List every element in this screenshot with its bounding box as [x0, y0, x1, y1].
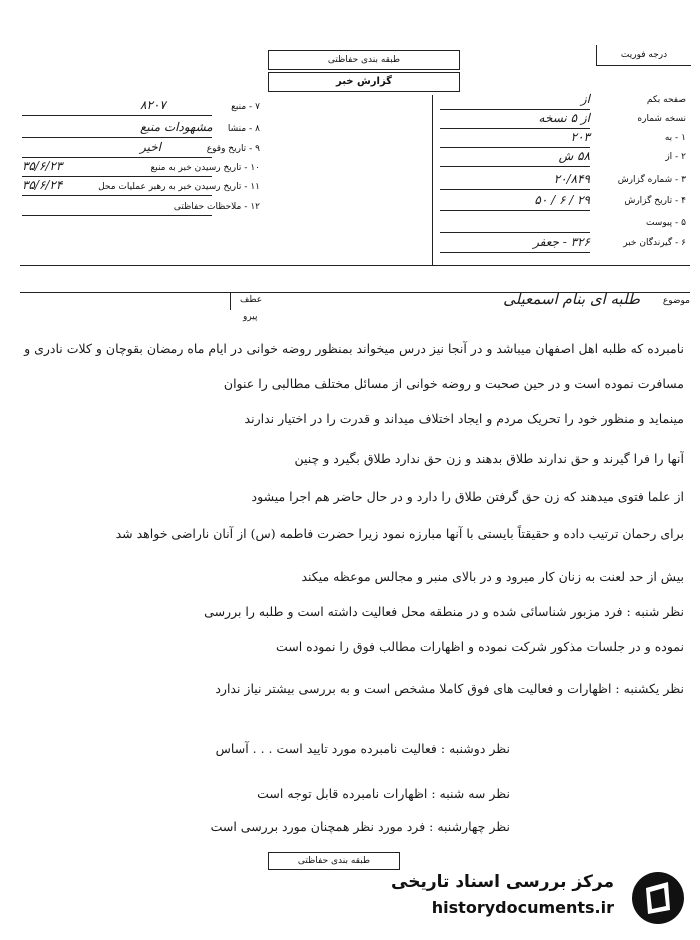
- left-field-value: اخیر: [140, 140, 161, 154]
- divider-horizontal: [20, 265, 690, 266]
- body-line: آنها را فرا گیرند و حق ندارند طلاق بدهند و زن حق ندارد طلاق بگیرد و چنین: [294, 451, 684, 466]
- right-field-label: ۳ - شماره گزارش: [617, 175, 686, 185]
- field-underline: [22, 215, 212, 216]
- subject-label: موضوع: [662, 296, 690, 306]
- body-line: برای رحمان ترتیب داده و حقیقتاً بایستی با آنها مبارزه نمود زیرا حضرت فاطمه (س) از آنان ناراضی خواهد شد: [115, 526, 684, 541]
- right-field-value: ۳۲۶ - جعفر: [533, 235, 590, 249]
- right-field-value: ۵۸ ش: [558, 149, 590, 163]
- field-underline: [22, 115, 212, 116]
- body-line: نظر چهارشنبه : فرد مورد نظر همچنان مورد بررسی است: [210, 819, 510, 834]
- field-underline: [440, 109, 590, 110]
- left-field-label: ۱۱ - تاریخ رسیدن خبر به رهبر عملیات محل: [98, 182, 260, 192]
- right-field-value: از ۵ نسخه: [538, 111, 590, 125]
- right-field-label: صفحه بکم: [646, 95, 686, 105]
- field-underline: [22, 157, 212, 158]
- subject-value: طلبه ای بنام اسمعیلی: [503, 290, 640, 308]
- right-field-value: ۲۰۳: [570, 130, 590, 144]
- body-line: از علما فتوی میدهند که زن حق گرفتن طلاق را دارد و در حال حاضر هم اجرا میشود: [251, 489, 684, 504]
- logo-name: مرکز بررسی اسناد تاریخی: [391, 872, 614, 892]
- right-field-label: ۱ - به: [664, 133, 686, 143]
- right-field-label: ۴ - تاریخ گزارش: [624, 196, 686, 206]
- body-line: نظر دوشنبه : فعالیت نامبرده مورد تایید است . . . آساس: [215, 741, 510, 756]
- left-field-label: ۱۲ - ملاحظات حفاظتی: [173, 202, 260, 212]
- ref-sub-label: پیرو: [243, 312, 258, 322]
- priority-label: درجه فوریت: [596, 45, 691, 66]
- field-underline: [22, 137, 212, 138]
- right-field-label: ۶ - گیرندگان خبر: [623, 238, 686, 248]
- classification-footer: طبقه بندی حفاظتی: [268, 852, 400, 870]
- body-line: نظر یکشنبه : اظهارات و فعالیت های فوق کاملا مشخص است و به بررسی بیشتر نیاز ندارد: [215, 681, 684, 696]
- report-title: گزارش خبر: [268, 72, 460, 92]
- field-underline: [440, 166, 590, 167]
- right-field-value: ۲۰/۸۴۹: [553, 172, 590, 186]
- left-field-label: ۷ - منبع: [231, 102, 260, 112]
- body-line: نامبرده که طلبه اهل اصفهان میباشد و در آنجا نیز درس میخواند بمنظور روضه خوانی در ایام ماه رمضان بقوچان و کلات نادری و: [24, 341, 684, 356]
- right-field-label: نسخه شماره: [637, 114, 686, 124]
- ref-divider: [230, 292, 231, 310]
- body-line: نموده و در جلسات مذکور شرکت نموده و اظهارات مطالب فوق را نموده است: [275, 639, 684, 654]
- classification-header: [268, 50, 460, 70]
- left-field-label: ۸ - منشا: [227, 124, 260, 134]
- left-field-label: ۱۰ - تاریخ رسیدن خبر به منبع: [150, 163, 260, 173]
- field-underline: [440, 147, 590, 148]
- field-underline: [22, 195, 212, 196]
- right-field-value: از: [580, 92, 590, 106]
- field-underline: [22, 176, 212, 177]
- ref-label: عطف: [240, 295, 263, 305]
- body-line: مینماید و منظور خود را تحریک مردم و ایجاد اختلاف میداند و قدرت را در اختیار ندارند: [244, 411, 684, 426]
- field-underline: [440, 189, 590, 190]
- body-line: نظر سه شنبه : اظهارات نامبرده قابل توجه است: [257, 786, 510, 801]
- left-field-label: ۹ - تاریخ وقوع: [206, 144, 260, 154]
- right-field-value: ۲۹ / ۶ / ۵۰: [534, 193, 590, 207]
- field-underline: [440, 210, 590, 211]
- field-underline: [440, 128, 590, 129]
- left-field-value: ۳۵/۶/۲۳: [22, 159, 63, 173]
- field-underline: [440, 232, 590, 233]
- left-field-value: ۸۲۰۷: [140, 98, 166, 112]
- left-field-value: ۳۵/۶/۲۴: [22, 178, 63, 192]
- body-line: نظر شنبه : فرد مزبور شناسائی شده و در منطقه محل فعالیت داشته است و طلبه را بررسی: [204, 604, 684, 619]
- left-field-value: مشهودات منبع: [140, 120, 213, 134]
- divider-vertical: [432, 95, 433, 265]
- field-underline: [440, 252, 590, 253]
- classification-label: طبقه بندی حفاظتی: [327, 55, 401, 65]
- body-line: بیش از حد لعنت به زنان کار میرود و در بالای منبر و مجالس موعظه میکند: [301, 569, 684, 584]
- logo-url: historydocuments.ir: [431, 898, 614, 917]
- body-line: مسافرت نموده است و در حین صحبت و روضه خوانی از مسائل مختلف مطالبی را عنوان: [223, 376, 684, 391]
- archive-emblem-icon: [630, 870, 686, 926]
- right-field-label: ۲ - از: [665, 152, 686, 162]
- right-field-label: ۵ - پیوست: [645, 218, 686, 228]
- archive-logo: [391, 866, 694, 932]
